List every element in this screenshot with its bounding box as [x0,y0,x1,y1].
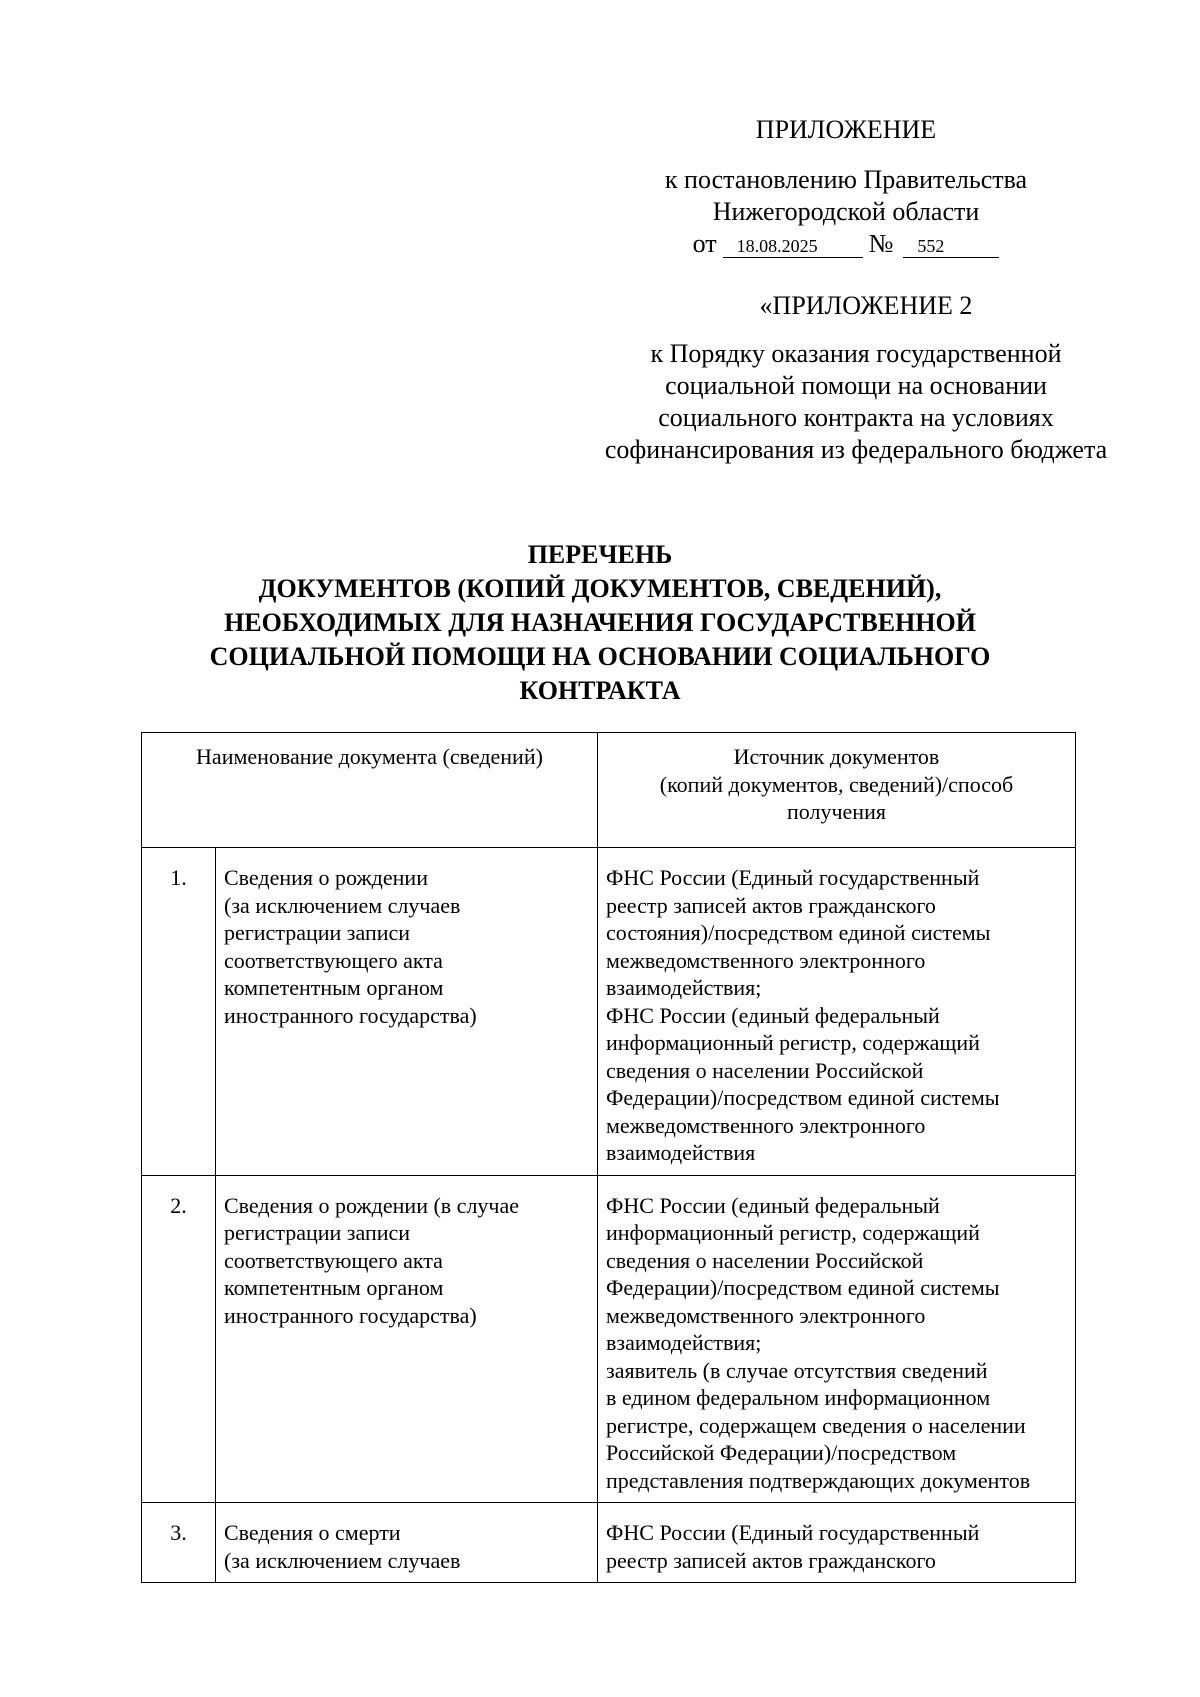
row-number: 2. [142,1175,216,1503]
date-prefix: от [692,229,717,258]
order-line: социальной помощи на основании [665,371,1047,400]
order-line: софинансирования из федерального бюджета [604,435,1108,464]
documents-table [141,732,1076,1583]
row-document-name: Сведения о рождении (в случае регистрации записи соответствующего акта компетентным органом иностранного государства) [216,1175,598,1503]
row-document-name: Сведения о рождении (за исключением случаев регистрации записи соответствующего акта компетентным органом иностранного государства) [216,848,598,1176]
document-title [120,538,1080,708]
resolution-reference [620,164,1072,228]
header-document-name: Наименование документа (сведений) [142,733,598,848]
title-line: КОНТРАКТА [519,676,681,705]
row-document-source: ФНС России (Единый государственный реестр записей актов гражданского состояния)/посредством единой системы межведомственного электронного взаимодействия; ФНС России (единый федеральный информационный регистр, содержащий сведения о населении Российской Федерации)/посредством единой системы межведомственного электронного взаимодействия [598,848,1076,1176]
resolution-line: Нижегородской области [712,197,980,226]
order-line: социального контракта на условиях [658,403,1054,432]
resolution-number: 552 [903,235,999,258]
order-line: к Порядку оказания государственной [650,339,1062,368]
number-sign: № [868,229,894,258]
table-row [142,1175,1076,1503]
order-reference [560,338,1152,466]
row-document-source: ФНС России (единый федеральный информационный регистр, содержащий сведения о населении Российской Федерации)/посредством единой системы межведомственного электронного взаимодействия; заявитель (в случае отсутствия сведений в едином федеральном информационном регистре, содержащем сведения о населении Российской Федерации)/посредством представления подтверждающих документов [598,1175,1076,1503]
table-header-row [142,733,1076,848]
title-line: СОЦИАЛЬНОЙ ПОМОЩИ НА ОСНОВАНИИ СОЦИАЛЬНОГО [209,642,991,671]
resolution-date-number [620,228,1072,260]
title-line: НЕОБХОДИМЫХ ДЛЯ НАЗНАЧЕНИЯ ГОСУДАРСТВЕННОЙ [224,608,976,637]
table-row [142,848,1076,1176]
row-document-name: Сведения о смерти (за исключением случаев [216,1503,598,1583]
appendix-2-label: «ПРИЛОЖЕНИЕ 2 [759,291,973,320]
row-document-source: ФНС России (Единый государственный реестр записей актов гражданского [598,1503,1076,1583]
title-line: ДОКУМЕНТОВ (КОПИЙ ДОКУМЕНТОВ, СВЕДЕНИЙ), [258,574,942,603]
row-number: 3. [142,1503,216,1583]
appendix-label: ПРИЛОЖЕНИЕ [755,115,937,144]
row-number: 1. [142,848,216,1176]
resolution-line: к постановлению Правительства [664,165,1028,194]
header-document-source: Источник документов (копий документов, сведений)/способ получения [598,733,1076,848]
resolution-date: 18.08.2025 [723,235,863,258]
table-row [142,1503,1076,1583]
title-line: ПЕРЕЧЕНЬ [527,540,673,569]
